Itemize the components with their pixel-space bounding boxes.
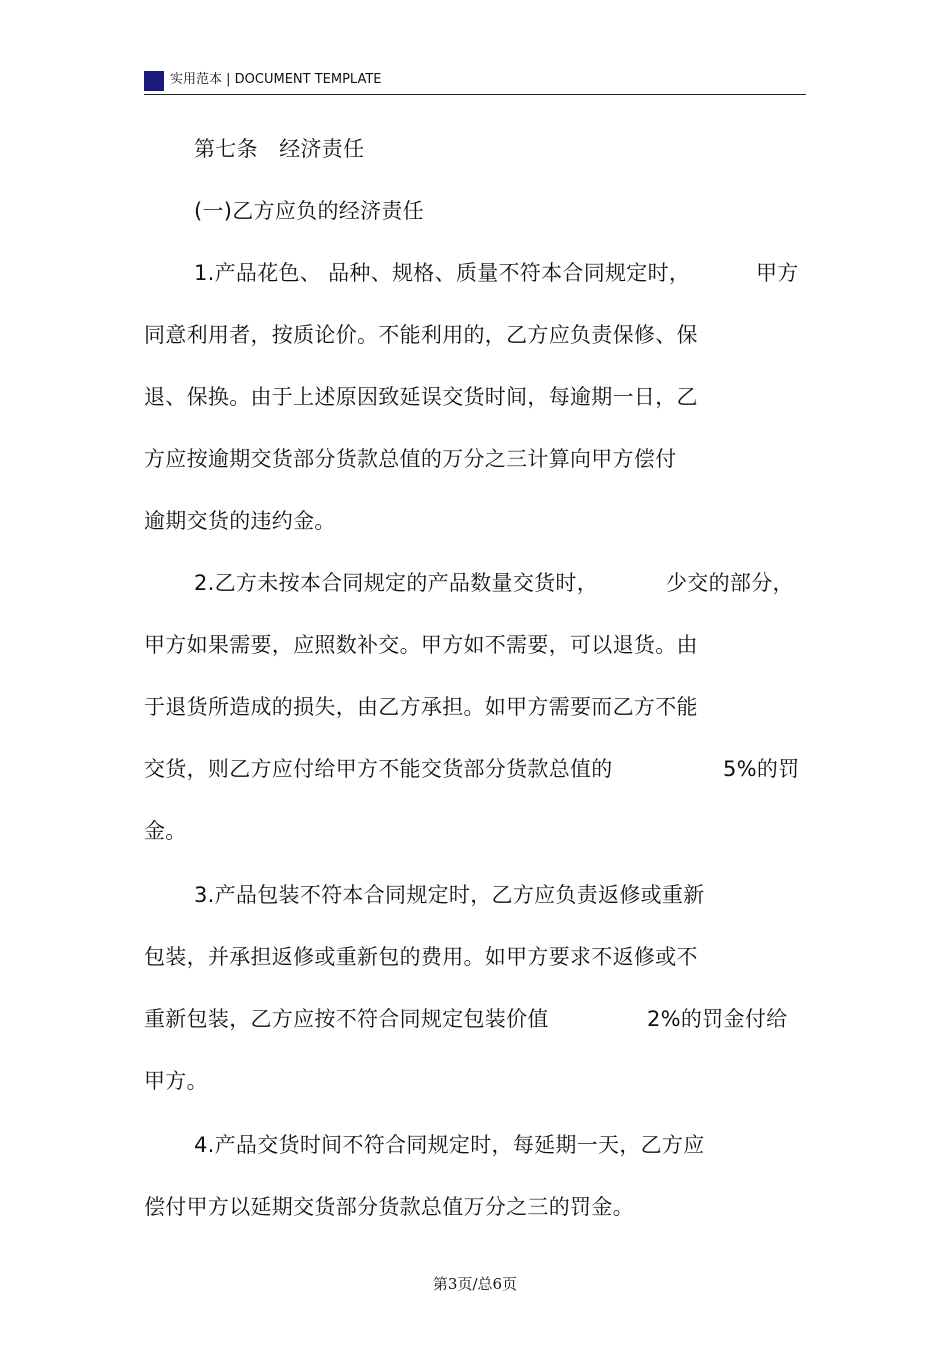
- subsection-heading: (一)乙方应负的经济责任: [194, 199, 424, 223]
- body-line: 金。: [144, 819, 187, 843]
- body-line: 包装，并承担返修或重新包的费用。如甲方要求不返修或不: [144, 945, 698, 969]
- page-number: 第3页/总6页: [432, 1275, 518, 1293]
- body-line: 偿付甲方以延期交货部分货款总值万分之三的罚金。: [144, 1195, 634, 1219]
- body-line: 甲方。: [144, 1069, 208, 1093]
- body-line-tail: 少交的部分，: [666, 571, 794, 595]
- body-line: 同意利用者，按质论价。不能利用的，乙方应负责保修、保: [144, 323, 698, 347]
- body-line: 2.乙方未按本合同规定的产品数量交货时，: [194, 571, 599, 595]
- body-line-tail: 甲方: [756, 261, 799, 285]
- page-header: [144, 68, 806, 95]
- body-line: 3.产品包装不符本合同规定时，乙方应负责返修或重新: [194, 883, 705, 907]
- body-line-tail: 5%的罚: [723, 757, 800, 781]
- header-text: 实用范本 | DOCUMENT TEMPLATE: [170, 72, 382, 87]
- body-line: 逾期交货的违约金。: [144, 509, 336, 533]
- body-line: 4.产品交货时间不符合同规定时，每延期一天，乙方应: [194, 1133, 705, 1157]
- body-line-tail: 2%的罚金付给: [647, 1007, 788, 1031]
- header-logo: [144, 71, 164, 91]
- body-line: 交货，则乙方应付给甲方不能交货部分货款总值的: [144, 757, 613, 781]
- body-line: 甲方如果需要，应照数补交。甲方如不需要，可以退货。由: [144, 633, 698, 657]
- body-line: 于退货所造成的损失，由乙方承担。如甲方需要而乙方不能: [144, 695, 698, 719]
- section-heading: 第七条 经济责任: [194, 137, 365, 161]
- body-line: 重新包装，乙方应按不符合同规定包装价值: [144, 1007, 549, 1031]
- body-line: 退、保换。由于上述原因致延误交货时间，每逾期一日，乙: [144, 385, 698, 409]
- body-line: 1.产品花色、 品种、规格、质量不符本合同规定时，: [194, 261, 691, 285]
- body-line: 方应按逾期交货部分货款总值的万分之三计算向甲方偿付: [144, 447, 677, 471]
